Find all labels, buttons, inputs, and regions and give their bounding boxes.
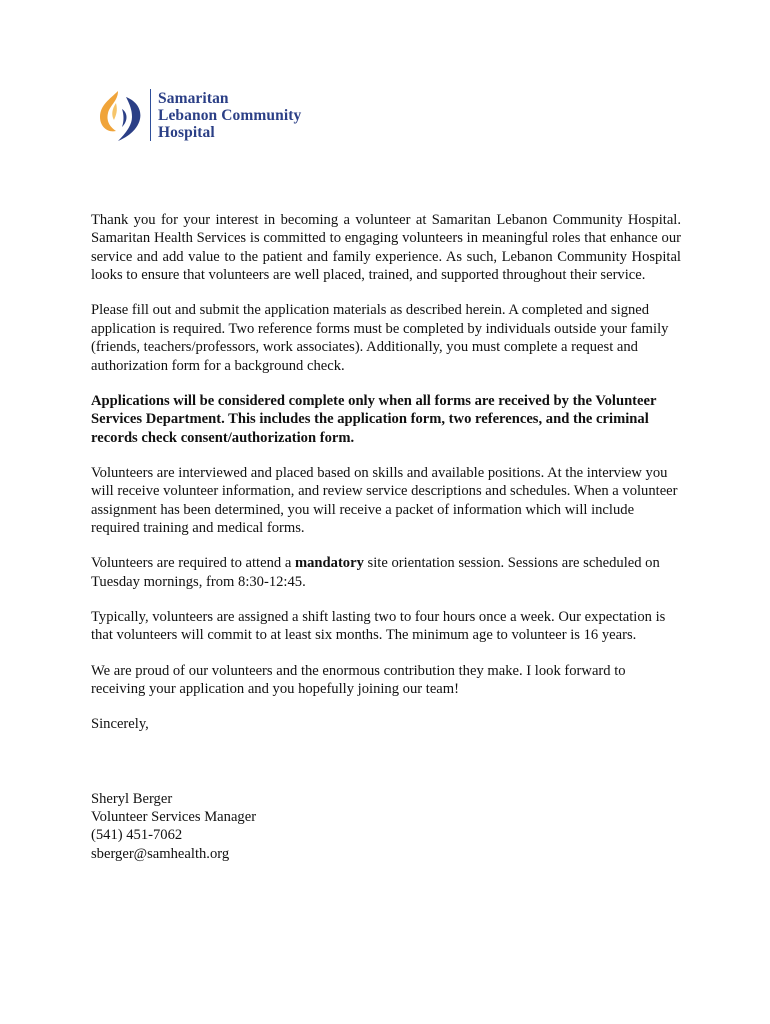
signature-block	[91, 790, 681, 864]
paragraph-orientation	[91, 554, 681, 591]
logo-line-1: Samaritan	[158, 89, 229, 107]
paragraph-interview: Volunteers are interviewed and placed based on skills and available positions. At the interview you will receive volunteer information, and review service descriptions and schedules. When a volunteer assignment has been determined, you will receive a packet of information which will include required training and medical forms.	[91, 464, 678, 537]
logo-wordmark	[158, 90, 301, 141]
logo-divider	[150, 89, 151, 141]
paragraph-thanks: We are proud of our volunteers and the enormous contribution they make. I look forward to receiving your application and you hopefully joining our team!	[91, 662, 626, 697]
signer-email: sberger@samhealth.org	[91, 845, 230, 862]
paragraph-shift: Typically, volunteers are assigned a shift lasting two to four hours once a week. Our expectation is that volunteers will commit to at least six months. The minimum age to volunteer is 16 years.	[91, 608, 666, 644]
signer-phone: (541) 451-7062	[91, 827, 183, 844]
hospital-logo	[96, 86, 301, 144]
flame-heart-icon	[96, 87, 144, 143]
logo-line-3: Hospital	[158, 123, 215, 141]
orientation-text-after: site orientation session. Sessions are scheduled on Tuesday mornings, from 8:30-12:45.	[91, 555, 660, 590]
signer-name: Sheryl Berger	[91, 790, 173, 807]
paragraph-intro: Thank you for your interest in becoming a volunteer at Samaritan Lebanon Community Hospital. Samaritan Health Services is committed to engaging volunteers in meaningful roles that enhance our service and add value to the patient and family experience. As such, Lebanon Community Hospital looks to ensure that volunteers are well placed, trained, and supported throughout their service.	[91, 212, 681, 284]
mandatory-emphasis: mandatory	[294, 555, 364, 572]
closing-salutation: Sincerely,	[91, 716, 149, 733]
paragraph-application: Please fill out and submit the application materials as described herein. A completed and signed application is required. Two reference forms must be completed by individuals outside your family (friends, teachers/professors, work associates). Additionally, you must complete a request and authorization form for a background check.	[91, 302, 669, 374]
logo-line-2: Lebanon Community	[158, 106, 302, 124]
orientation-text-before: Volunteers are required to attend a	[91, 555, 295, 572]
paragraph-requirements: Applications will be considered complete only when all forms are received by the Volunteer Services Department. This includes the application form, two references, and the criminal records check consent/authorization form.	[91, 392, 657, 446]
signer-title: Volunteer Services Manager	[91, 808, 257, 825]
letter-body	[91, 211, 681, 863]
